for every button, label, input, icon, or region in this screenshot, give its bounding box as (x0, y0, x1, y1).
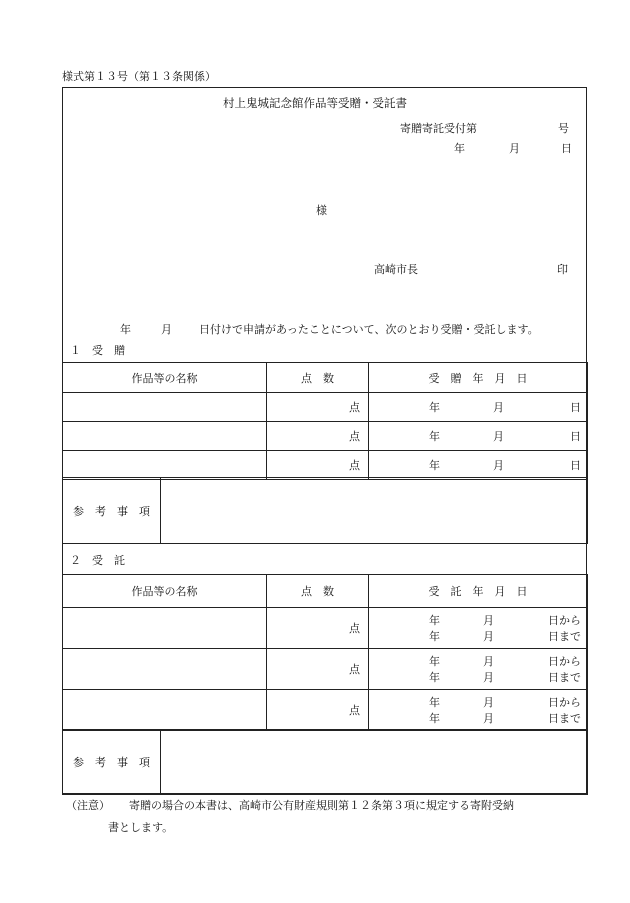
trust-to-month-unit: 月 (483, 712, 494, 725)
note-line-1: 寄贈の場合の本書は、高崎市公有財産規則第１２条第３項に規定する寄附受納 (129, 799, 514, 812)
trust-header-name: 作品等の名称 (63, 575, 267, 608)
gift-row-year-unit: 年 (429, 459, 440, 472)
trust-row-count[interactable]: 点 (267, 690, 369, 731)
trust-row (63, 649, 588, 690)
trust-to-year-unit: 年 (429, 630, 440, 643)
gift-row-month-unit: 月 (493, 459, 504, 472)
trust-row-period[interactable] (369, 608, 588, 649)
gift-section-heading: １ 受 贈 (70, 344, 125, 357)
trust-row (63, 690, 588, 731)
gift-remarks-label: 参 考 事 項 (63, 478, 161, 544)
intro-text: 日付けで申請があったことについて、次のとおり受贈・受託します。 (199, 323, 539, 336)
trust-remarks-value[interactable] (161, 730, 588, 795)
gift-row-date[interactable] (369, 393, 588, 422)
trust-to-day-unit: 日まで (548, 671, 581, 684)
gift-remarks-value[interactable] (161, 478, 588, 544)
date-year-unit: 年 (454, 142, 465, 155)
gift-row-year-unit: 年 (429, 430, 440, 443)
trust-from-day-unit: 日から (548, 696, 581, 709)
gift-row-date[interactable] (369, 422, 588, 451)
trust-row-name[interactable] (63, 608, 267, 649)
gift-row-count[interactable]: 点 (267, 451, 369, 480)
trust-from-month-unit: 月 (483, 696, 494, 709)
gift-row-day-unit: 日 (570, 401, 581, 414)
gift-row-day-unit: 日 (570, 430, 581, 443)
note-line-2: 書とします。 (108, 821, 174, 834)
gift-remarks-table (62, 477, 588, 544)
trust-to-month-unit: 月 (483, 671, 494, 684)
gift-row-name[interactable] (63, 451, 267, 480)
trust-row (63, 608, 588, 649)
trust-row-period[interactable] (369, 649, 588, 690)
gift-row-count[interactable]: 点 (267, 393, 369, 422)
form-title: 村上鬼城記念館作品等受贈・受託書 (223, 96, 407, 110)
form-number-label: 様式第１３号（第１３条関係） (62, 70, 216, 83)
trust-to-year-unit: 年 (429, 712, 440, 725)
gift-row-day-unit: 日 (570, 459, 581, 472)
trust-from-year-unit: 年 (429, 655, 440, 668)
gift-row-name[interactable] (63, 393, 267, 422)
trust-row-count[interactable]: 点 (267, 608, 369, 649)
gift-table (62, 362, 588, 480)
receipt-prefix: 寄贈寄託受付第 (400, 122, 477, 135)
trust-remarks-table (62, 729, 588, 795)
trust-from-month-unit: 月 (483, 655, 494, 668)
trust-to-year-unit: 年 (429, 671, 440, 684)
receipt-suffix: 号 (558, 122, 569, 135)
trust-remarks-label: 参 考 事 項 (63, 730, 161, 795)
trust-from-month-unit: 月 (483, 614, 494, 627)
intro-year-unit: 年 (120, 323, 131, 336)
trust-from-year-unit: 年 (429, 614, 440, 627)
intro-month-unit: 月 (161, 323, 172, 336)
trust-from-day-unit: 日から (548, 614, 581, 627)
trust-to-day-unit: 日まで (548, 630, 581, 643)
gift-row-name[interactable] (63, 422, 267, 451)
date-month-unit: 月 (509, 142, 520, 155)
trust-row-name[interactable] (63, 690, 267, 731)
trust-from-year-unit: 年 (429, 696, 440, 709)
gift-header-count: 点 数 (267, 363, 369, 393)
issuer-title: 高崎市長 (374, 263, 418, 276)
trust-header-row (63, 575, 588, 608)
trust-header-date: 受 託 年 月 日 (369, 575, 588, 608)
gift-row-month-unit: 月 (493, 401, 504, 414)
trust-row-count[interactable]: 点 (267, 649, 369, 690)
gift-header-date: 受 贈 年 月 日 (369, 363, 588, 393)
gift-row-date[interactable] (369, 451, 588, 480)
note-label: （注意） (66, 799, 110, 812)
seal-mark: 印 (557, 263, 568, 276)
trust-header-count: 点 数 (267, 575, 369, 608)
gift-row (63, 393, 588, 422)
gift-row-count[interactable]: 点 (267, 422, 369, 451)
trust-table (62, 574, 588, 731)
trust-section-heading: ２ 受 託 (70, 554, 125, 567)
gift-row-month-unit: 月 (493, 430, 504, 443)
trust-to-day-unit: 日まで (548, 712, 581, 725)
gift-header-name: 作品等の名称 (63, 363, 267, 393)
trust-from-day-unit: 日から (548, 655, 581, 668)
trust-row-name[interactable] (63, 649, 267, 690)
trust-row-period[interactable] (369, 690, 588, 731)
trust-to-month-unit: 月 (483, 630, 494, 643)
gift-row (63, 422, 588, 451)
date-day-unit: 日 (561, 142, 572, 155)
gift-header-row (63, 363, 588, 393)
gift-row-year-unit: 年 (429, 401, 440, 414)
gift-row (63, 451, 588, 480)
addressee-suffix: 様 (316, 204, 327, 217)
